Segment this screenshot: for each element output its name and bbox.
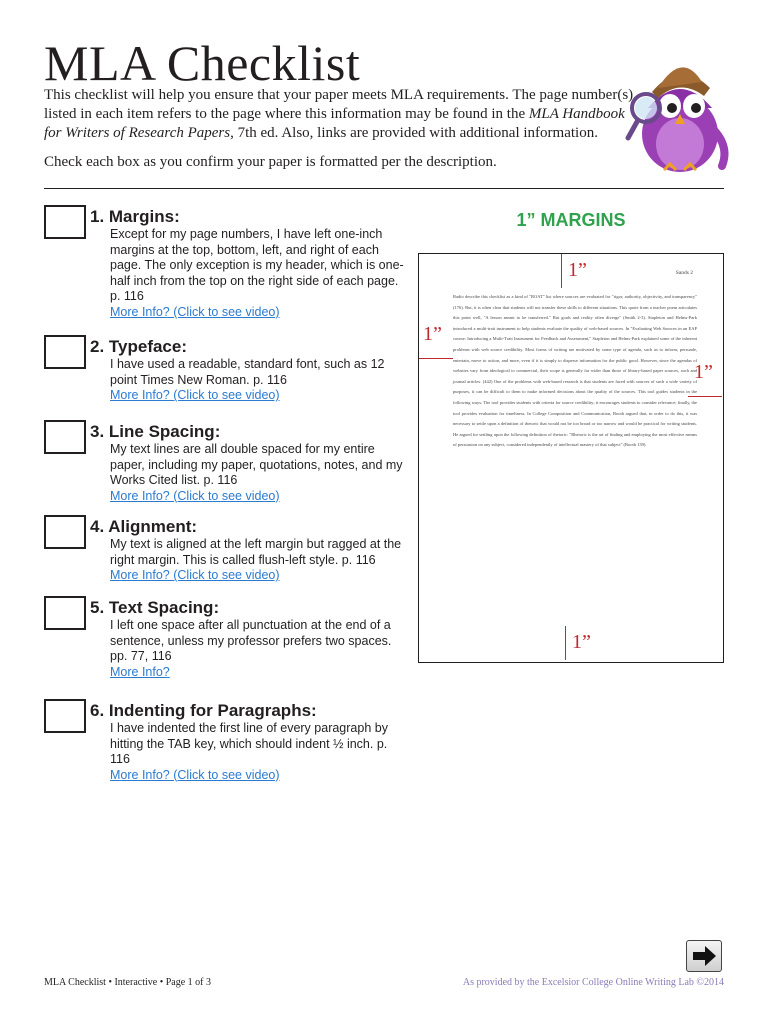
sample-page-figure (418, 253, 724, 663)
item-body: Except for my page numbers, I have left one-inch margins at the top, bottom, left, and right of each page. The only exception is my header, which is one-half inch from the top on the right side of each page. p. 116 More Info? (Click to see video) (110, 227, 404, 319)
book-title: MLA Handbook for Writers of Research Papers (44, 106, 625, 141)
more-info-link[interactable]: More Info? (Click to see video) (110, 767, 280, 782)
item-body: I have indented the first line of every paragraph by hitting the TAB key, which should indent ½ inch. p. 116 More Info? (Click to see video) (110, 721, 388, 782)
divider (44, 188, 724, 189)
checkbox-typeface[interactable] (44, 335, 86, 369)
bottom-margin-arrow (565, 626, 566, 660)
left-margin-label: 1” (423, 323, 442, 345)
top-margin-arrow (561, 254, 562, 288)
item-body: I have used a readable, standard font, such as 12 point Times New Roman. p. 116 More Info? (Click to see video) (110, 357, 385, 403)
page-title: MLA Checklist (44, 35, 361, 91)
checkbox-alignment[interactable] (44, 515, 86, 549)
right-margin-label: 1” (694, 361, 713, 383)
owl-detective-icon (618, 48, 738, 176)
footer-credit: As provided by the Excelsior College Online Writing Lab ©2014 (462, 977, 724, 988)
checkbox-margins[interactable] (44, 205, 86, 239)
item-heading: 2. Typeface: (90, 337, 188, 356)
checkbox-indenting[interactable] (44, 699, 86, 733)
item-heading: 6. Indenting for Paragraphs: (90, 701, 317, 720)
top-margin-label: 1” (568, 259, 587, 281)
item-body: My text is aligned at the left margin but ragged at the right margin. This is called flush-left style. p. 116 More Info? (Click to see video) (110, 537, 402, 583)
item-heading: 4. Alignment: (90, 517, 198, 536)
footer-page-info: MLA Checklist • Interactive • Page 1 of 3 (44, 977, 211, 988)
item-heading: 3. Line Spacing: (90, 422, 221, 441)
more-info-link[interactable]: More Info? (Click to see video) (110, 304, 280, 319)
next-page-button[interactable] (686, 940, 722, 972)
more-info-link[interactable]: More Info? (110, 664, 170, 679)
intro-paragraph: This checklist will help you ensure that your paper meets MLA requirements. The page number(s) listed in each item refers to the page where this information may be found in the MLA Handbook for Writers of Research Papers, 7th ed. Also, links are provided with additional information. (44, 87, 634, 141)
item-body: My text lines are all double spaced for my entire paper, including my paper, quotations, notes, and my Works Cited list. p. 116 More Info? (Click to see video) (110, 442, 403, 503)
more-info-link[interactable]: More Info? (Click to see video) (110, 488, 280, 503)
bottom-margin-label: 1” (572, 631, 591, 653)
sample-header: Sands 2 (675, 270, 693, 276)
intro (44, 86, 644, 172)
check-instruction: Check each box as you confirm your paper is formatted per the description. (44, 154, 497, 170)
left-margin-arrow (419, 358, 453, 359)
arrow-right-icon (687, 941, 721, 971)
item-body: I left one space after all punctuation at the end of a sentence, unless my professor prefers two spaces. pp. 77, 116 More Info? (110, 618, 392, 679)
checkbox-line-spacing[interactable] (44, 420, 86, 454)
more-info-link[interactable]: More Info? (Click to see video) (110, 568, 280, 583)
checkbox-text-spacing[interactable] (44, 596, 86, 630)
item-heading: 1. Margins: (90, 207, 180, 226)
item-heading: 5. Text Spacing: (90, 598, 220, 617)
sample-text: Radio describe this checklist as a kind of "ROAT" list where sources are evaluated for "rigor, authority, objectivity, and transparency" (176). But, it is often clear that students will not transfer these skills to different situations. This quote from a teacher poem articulates this point well, "A lesson meant to be transferred." But goals and reality often diverge" (Smith 2-3). Stapleton and Helms-Park introduced a multi-trait instrument to help students evaluate the quality of web-based sources. In "Evaluating Web Sources in an EAP course: Introducing a Multi-Trait Instrument for Feedback and Assessment," Stapleton and Helms-Park explained some of the inherent problems with web source credibility. Most forms of writing are motivated by some type of agenda, such as to inform, persuade, entertain, move to action, and more, even if it is simply to disperse information for the public good. However, since the agendas of websites vary from ideological to commercial, their scope is generally far wider than those of library-based paper sources, such and journal articles. (442) One of the problems with web-based research is that students are faced with sources of such a wide variety of purposes, it can be difficult to them to make informed decisions about the quality of the sources. This tool guides students in the following ways: The tool provides students with criteria for source credibility; it encourages students to consider relevance; finally, the tool provides evaluation for timeliness. In College Composition and Communication, Booth argued that, in order to do this, it was necessary to settle upon a definition of rhetoric that would not be too broad or too narrow and would be practical for writing students. He argued for settling upon the following definition of rhetoric: "Rhetoric is the art of finding and employing the most effective means of persuasion on any subject, considered independently of intellectual mastery of that subject" (Booth 139). (453, 294, 697, 448)
margins-figure-title: 1” MARGINS (516, 210, 626, 230)
right-margin-arrow (688, 396, 722, 397)
more-info-link[interactable]: More Info? (Click to see video) (110, 388, 280, 403)
